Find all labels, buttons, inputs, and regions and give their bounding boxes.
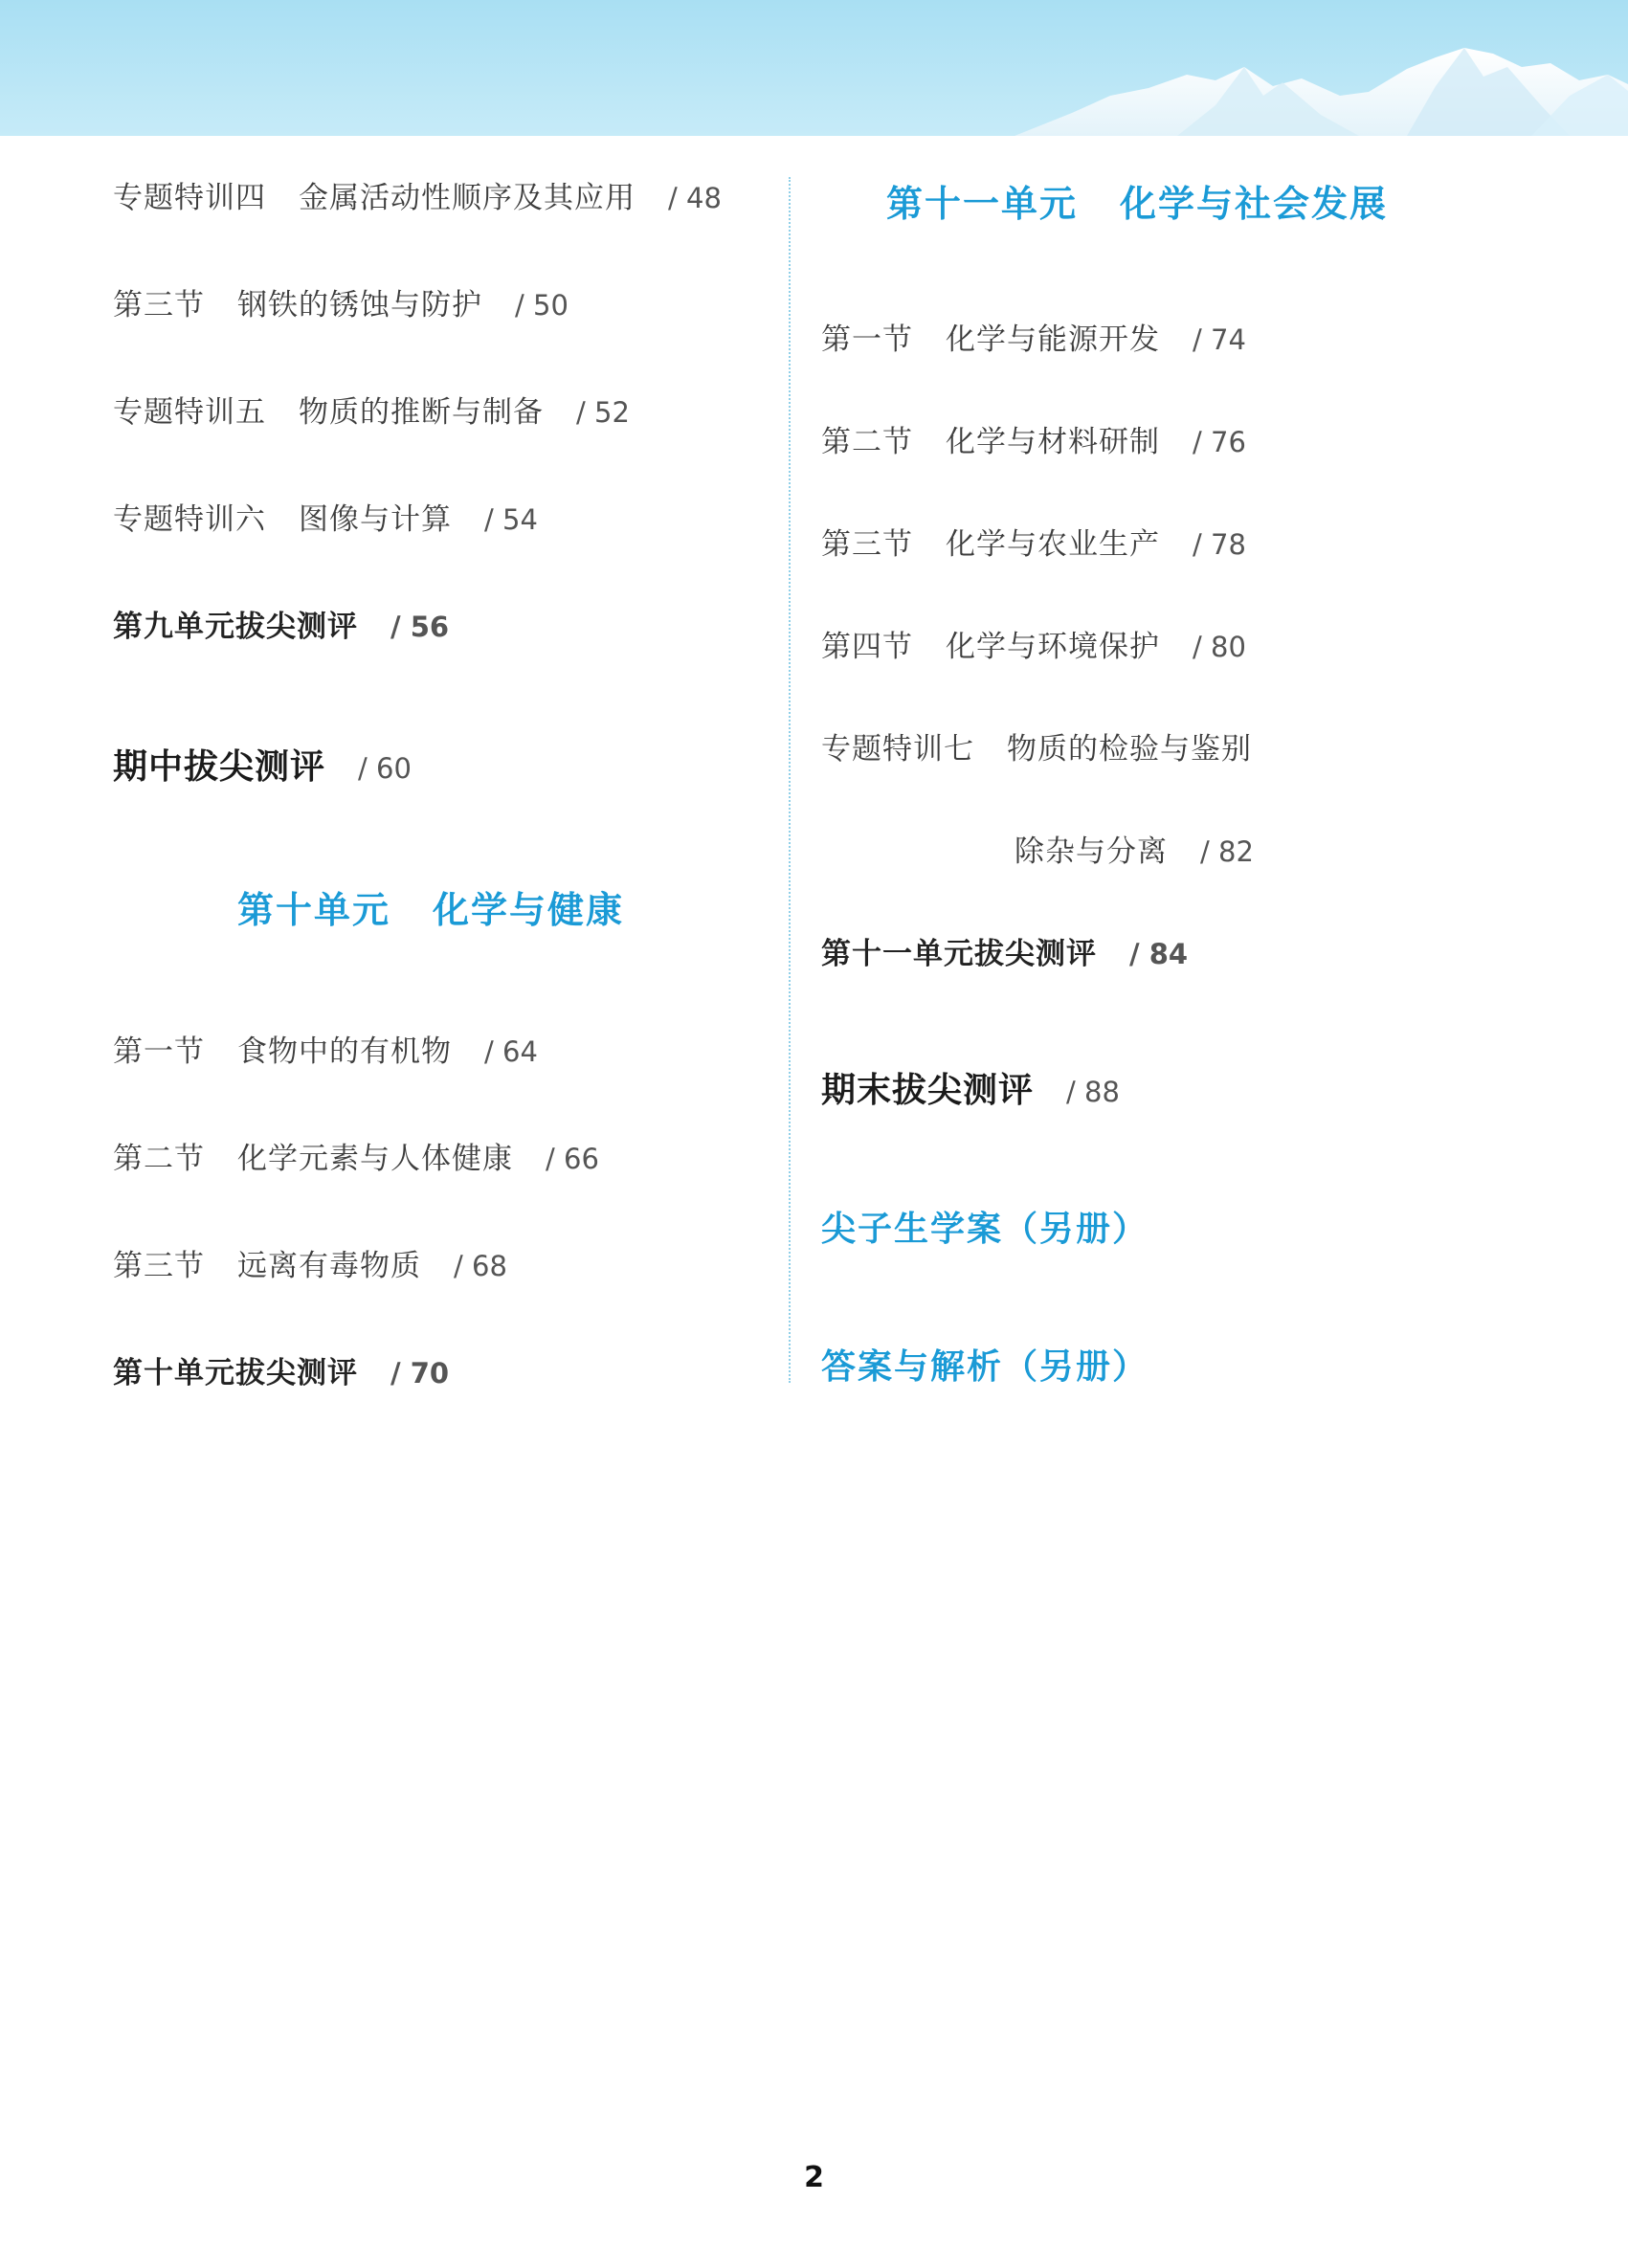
toc-entry-continuation[interactable]: 除杂与分离 / 82 [1015, 834, 1254, 869]
toc-entry[interactable]: 第二节 化学元素与人体健康 / 66 [113, 1142, 599, 1176]
toc-entry[interactable]: 第三节 化学与农业生产 / 78 [821, 527, 1246, 562]
toc-entry-extra-booklet[interactable]: 尖子生学案（另册） [821, 1210, 1149, 1249]
toc-entry[interactable]: 专题特训七 物质的检验与鉴别 [821, 732, 1252, 767]
toc-entry-midterm[interactable]: 期中拔尖测评 / 60 [113, 747, 412, 787]
toc-entry[interactable]: 专题特训四 金属活动性顺序及其应用 / 48 [113, 181, 722, 215]
toc-entry-unit-test[interactable]: 第十单元拔尖测评 / 70 [113, 1356, 450, 1390]
toc-entry-unit-test[interactable]: 第九单元拔尖测评 / 56 [113, 610, 450, 644]
unit-heading: 第十单元 化学与健康 [237, 889, 625, 931]
toc-entry[interactable]: 第四节 化学与环境保护 / 80 [821, 630, 1246, 664]
toc-entry[interactable]: 第二节 化学与材料研制 / 76 [821, 425, 1246, 459]
toc-entry[interactable]: 专题特训六 图像与计算 / 54 [113, 502, 538, 537]
toc-entry[interactable]: 第三节 远离有毒物质 / 68 [113, 1249, 507, 1283]
toc-entry[interactable]: 第一节 化学与能源开发 / 74 [821, 322, 1246, 357]
column-divider [789, 177, 791, 1383]
toc-entry-answers-booklet[interactable]: 答案与解析（另册） [821, 1347, 1149, 1387]
header-mountain-banner [0, 0, 1628, 136]
toc-entry[interactable]: 第一节 食物中的有机物 / 64 [113, 1034, 538, 1069]
page-number: 2 [804, 2161, 824, 2194]
unit-heading: 第十一单元 化学与社会发展 [886, 183, 1389, 225]
toc-entry-unit-test[interactable]: 第十一单元拔尖测评 / 84 [821, 937, 1189, 971]
toc-entry[interactable]: 专题特训五 物质的推断与制备 / 52 [113, 395, 630, 430]
toc-entry-final[interactable]: 期末拔尖测评 / 88 [821, 1071, 1120, 1110]
toc-entry[interactable]: 第三节 钢铁的锈蚀与防护 / 50 [113, 288, 569, 322]
